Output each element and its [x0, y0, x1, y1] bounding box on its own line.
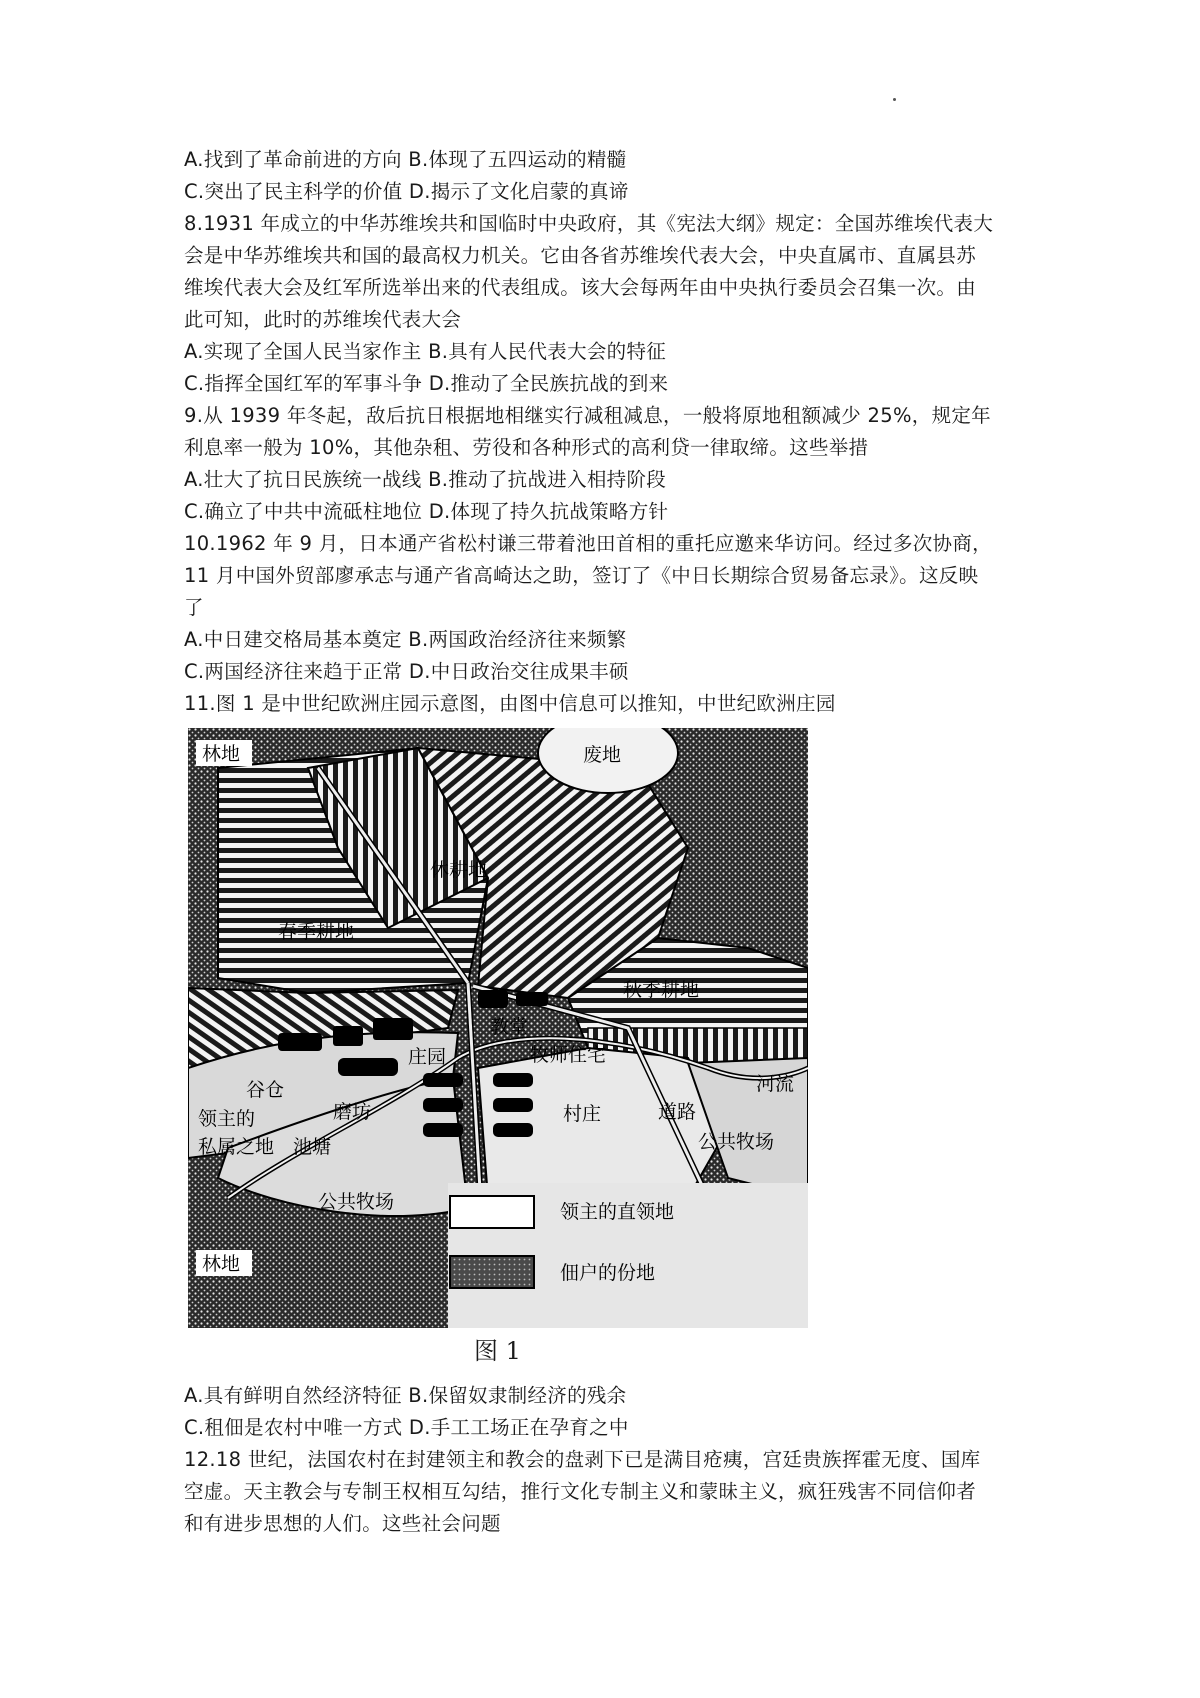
label-fallow: 休耕地: [430, 859, 488, 881]
village-house: [493, 1123, 533, 1137]
village-house: [493, 1073, 533, 1087]
manor-building: [333, 1026, 363, 1046]
label-manor: 庄园: [408, 1046, 447, 1068]
label-river: 河流: [756, 1073, 795, 1095]
mill-building: [338, 1058, 398, 1076]
label-lord-private-1: 领主的: [198, 1108, 256, 1130]
text-line: 利息率一般为 10%，其他杂租、劳役和各种形式的高利贷一律取缔。这些举措: [184, 436, 869, 459]
church-building: [478, 990, 508, 1008]
text-line: 会是中华苏维埃共和国的最高权力机关。它由各省苏维埃代表大会，中央直属市、直属县苏: [184, 244, 977, 267]
label-common-pasture-south: 公共牧场: [318, 1191, 395, 1213]
page-dot: [893, 98, 896, 101]
text-line: A.具有鲜明自然经济特征 B.保留奴隶制经济的残余: [184, 1384, 627, 1407]
village-house: [493, 1098, 533, 1112]
text-line: C.确立了中共中流砥柱地位 D.体现了持久抗战策略方针: [184, 500, 669, 523]
text-line: 12.18 世纪，法国农村在封建领主和教会的盘剥下已是满目疮痍，宫廷贵族挥霍无度、国库: [184, 1448, 981, 1471]
text-line: C.租佃是农村中唯一方式 D.手工工场正在孕育之中: [184, 1416, 629, 1439]
manor-building: [373, 1018, 413, 1040]
text-line: A.找到了革命前进的方向 B.体现了五四运动的精髓: [184, 148, 627, 171]
text-line: C.两国经济往来趋于正常 D.中日政治交往成果丰硕: [184, 660, 629, 683]
legend-swatch-lord: [450, 1196, 534, 1228]
manor-building: [278, 1033, 322, 1051]
label-forest-bottom: 林地: [202, 1253, 241, 1275]
label-granary: 谷仓: [246, 1079, 285, 1101]
text-line: 了: [184, 596, 204, 619]
text-line: A.实现了全国人民当家作主 B.具有人民代表大会的特征: [184, 340, 667, 363]
text-line: 空虚。天主教会与专制王权相互勾结，推行文化专制主义和蒙昧主义，疯狂残害不同信仰者: [184, 1480, 977, 1503]
label-mill: 磨坊: [333, 1101, 372, 1123]
label-village: 村庄: [563, 1103, 602, 1125]
label-spring: 春季耕地: [278, 921, 355, 943]
text-line: 9.从 1939 年冬起，敌后抗日根据地相继实行减租减息，一般将原地租额减少 25%，规定年: [184, 404, 991, 427]
label-lord-private-2: 私属之地: [198, 1136, 275, 1158]
legend-label-tenant: 佃户的份地: [560, 1262, 656, 1284]
text-line: C.突出了民主科学的价值 D.揭示了文化启蒙的真谛: [184, 180, 629, 203]
priest-house-building: [516, 992, 548, 1006]
legend-swatch-tenant: [450, 1256, 534, 1288]
village-house: [423, 1123, 463, 1137]
label-pond: 池塘: [293, 1136, 332, 1158]
text-line: 此可知，此时的苏维埃代表大会: [184, 308, 462, 331]
questions-bottom: [184, 1380, 1024, 1540]
text-line: 8.1931 年成立的中华苏维埃共和国临时中央政府，其《宪法大纲》规定：全国苏维埃代表大: [184, 212, 994, 235]
label-church: 教堂: [490, 1016, 529, 1038]
label-common-pasture-east: 公共牧场: [698, 1131, 775, 1153]
manor-map-figure: [188, 728, 808, 1328]
text-line: A.壮大了抗日民族统一战线 B.推动了抗战进入相持阶段: [184, 468, 667, 491]
figure-caption: 图 1: [474, 1337, 521, 1365]
label-autumn: 秋季耕地: [623, 979, 700, 1001]
text-line: 11 月中国外贸部廖承志与通产省高崎达之助，签订了《中日长期综合贸易备忘录》。这反映: [184, 564, 979, 587]
legend-label-lord: 领主的直领地: [560, 1201, 675, 1223]
label-forest-top: 林地: [202, 743, 241, 765]
village-house: [423, 1073, 463, 1087]
text-line: 维埃代表大会及红军所选举出来的代表组成。该大会每两年由中央执行委员会召集一次。由: [184, 276, 977, 299]
label-priest-house: 牧师住宅: [530, 1044, 607, 1066]
village-house: [423, 1098, 463, 1112]
text-line: 11.图 1 是中世纪欧洲庄园示意图，由图中信息可以推知，中世纪欧洲庄园: [184, 692, 836, 715]
questions-top: [184, 144, 1024, 720]
text-line: C.指挥全国红军的军事斗争 D.推动了全民族抗战的到来: [184, 372, 669, 395]
label-road: 道路: [658, 1101, 697, 1123]
label-wasteland: 废地: [583, 744, 622, 766]
text-line: A.中日建交格局基本奠定 B.两国政治经济往来频繁: [184, 628, 627, 651]
text-line: 和有进步思想的人们。这些社会问题: [184, 1512, 501, 1535]
text-line: 10.1962 年 9 月，日本通产省松村谦三带着池田首相的重托应邀来华访问。经过多次协商，: [184, 532, 992, 555]
manor-map: [188, 728, 808, 1328]
